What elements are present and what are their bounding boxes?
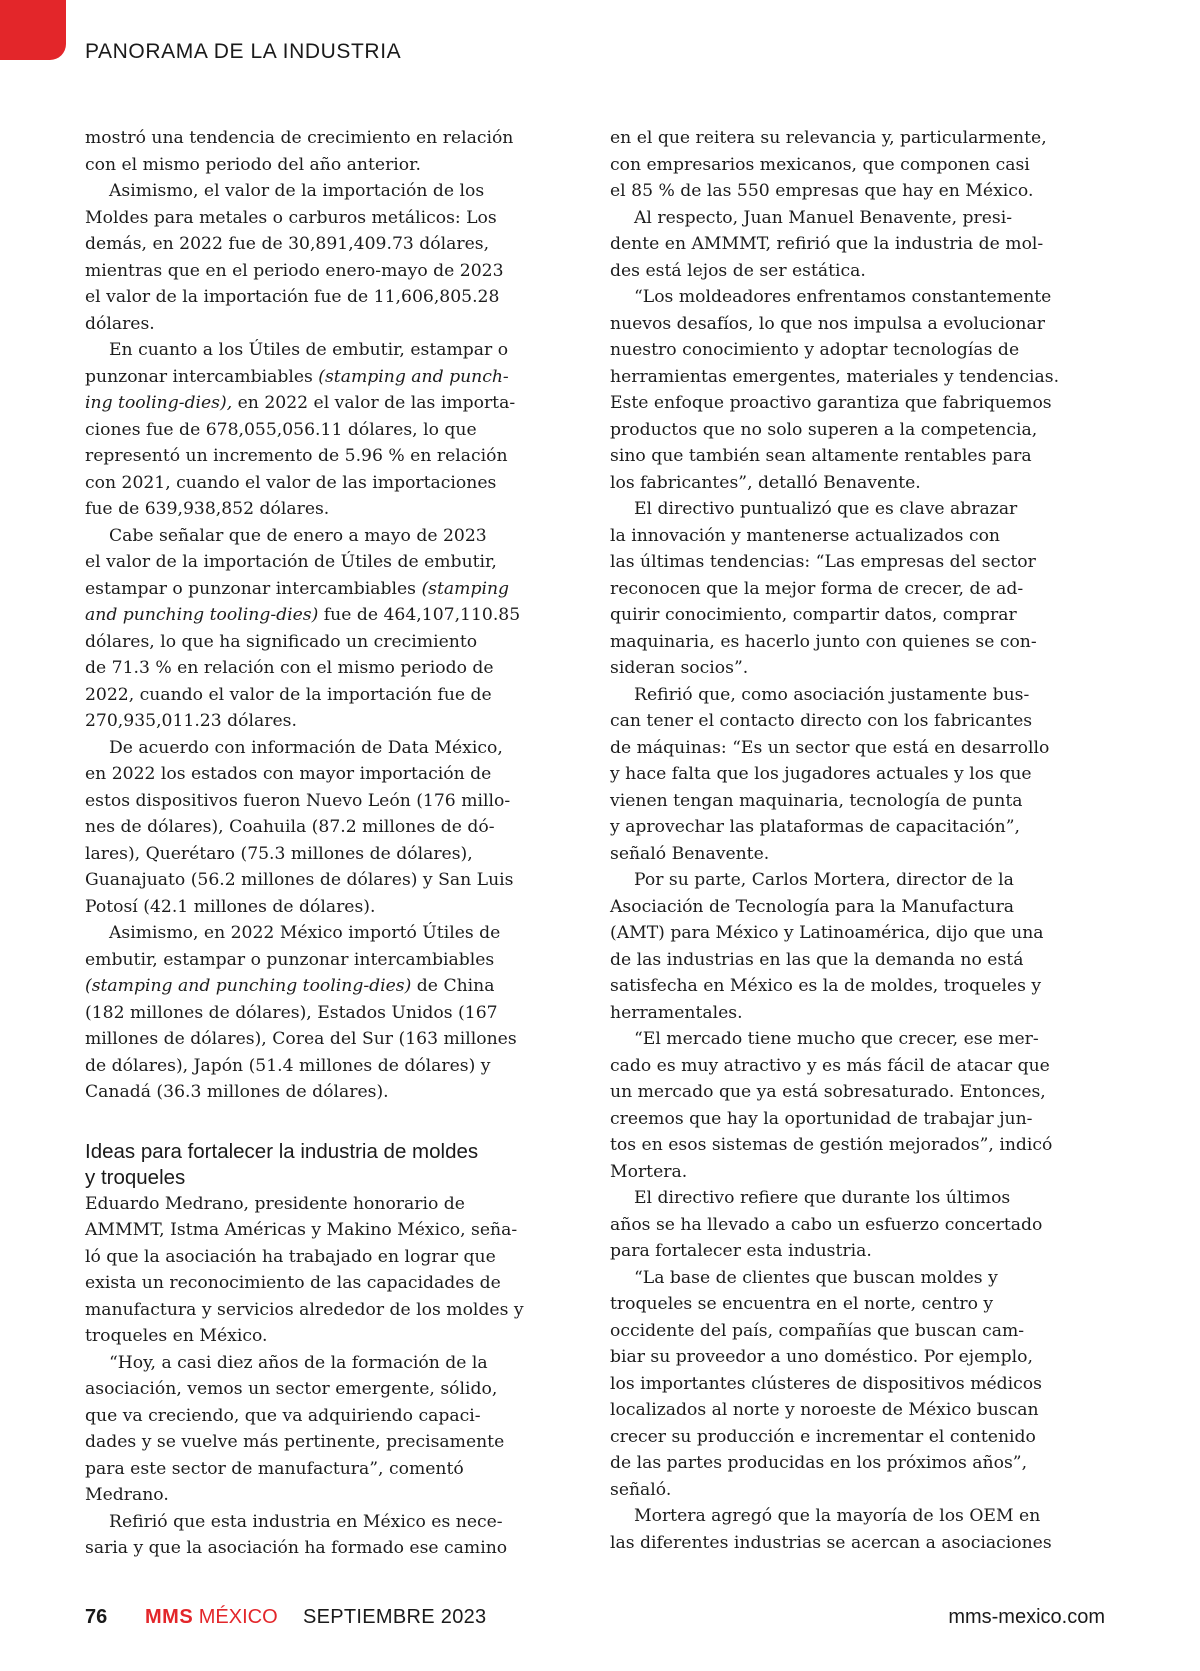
subheading (85, 1139, 565, 1191)
text-line: con 2021, cuando el valor de las importaciones (85, 472, 497, 493)
text-line: las diferentes industrias se acercan a asociaciones (610, 1532, 1052, 1553)
text-line: nuevos desafíos, lo que nos impulsa a evolucionar (610, 313, 1045, 334)
website-url: mms-mexico.com (948, 1606, 1105, 1628)
text-line: “Los moldeadores enfrentamos constantemente (634, 287, 1052, 307)
text-line: Refirió que esta industria en México es nece- (109, 1511, 503, 1532)
text-line: “La base de clientes que buscan moldes y (634, 1267, 998, 1288)
text-line: para este sector de manufactura”, comentó (85, 1458, 464, 1479)
text-line: Moldes para metales o carburos metálicos: Los (85, 207, 497, 228)
text-line: reconocen que la mejor forma de crecer, de ad- (610, 578, 1024, 599)
text-line: y hace falta que los jugadores actuales y los que (610, 764, 1032, 784)
text-line: señaló. (610, 1479, 672, 1500)
text-line: demás, en 2022 fue de 30,891,409.73 dólares, (85, 234, 490, 254)
text-line: de las partes producidas en los próximos años”, (610, 1453, 1028, 1473)
text-line: manufactura y servicios alrededor de los moldes y (85, 1299, 524, 1320)
text-line: herramientas emergentes, materiales y tendencias. (610, 366, 1060, 387)
text-line: nes de dólares), Coahuila (87.2 millones de dó- (85, 817, 495, 837)
text-line: (182 millones de dólares), Estados Unidos (167 (85, 1002, 498, 1023)
text-line: lares), Querétaro (75.3 millones de dólares), (85, 843, 473, 864)
text-line: Refirió que, como asociación justamente bus- (634, 684, 1030, 705)
text-line: en 2022 los estados con mayor importación de (85, 764, 492, 784)
text-line: dólares, lo que ha significado un crecimiento (85, 631, 478, 652)
text-line: 270,935,011.23 dólares. (85, 711, 297, 731)
issue-date: SEPTIEMBRE 2023 (303, 1606, 487, 1628)
text-line: des está lejos de ser estática. (610, 260, 866, 281)
text-line: punzonar intercambiables (stamping and punch- (85, 366, 509, 387)
text-line: saria y que la asociación ha formado ese camino (85, 1538, 508, 1558)
text-line: ciones fue de 678,055,056.11 dólares, lo que (85, 419, 477, 440)
text-line: Asociación de Tecnología para la Manufactura (610, 896, 1015, 917)
text-line: (stamping and punching tooling-dies) de China (85, 976, 495, 996)
text-line: estos dispositivos fueron Nuevo León (176 millo- (85, 790, 511, 811)
text-line: occidente del país, compañías que buscan cam- (610, 1320, 1025, 1341)
text-line: En cuanto a los Útiles de embutir, estampar o (109, 340, 509, 360)
text-line: productos que no solo superen a la competencia, (610, 419, 1038, 440)
text-line: can tener el contacto directo con los fabricantes (610, 711, 1033, 731)
text-line: representó un incremento de 5.96 % en relación (85, 446, 508, 466)
text-line: ing tooling-dies), en 2022 el valor de las importa- (85, 393, 516, 413)
text-line: un mercado que ya está sobresaturado. Entonces, (610, 1082, 1046, 1102)
text-line: Mortera agregó que la mayoría de los OEM en (634, 1506, 1041, 1526)
text-line: Cabe señalar que de enero a mayo de 2023 (109, 525, 487, 546)
text-line: años se ha llevado a cabo un esfuerzo concertado (610, 1214, 1043, 1235)
left-paragraphs-after-subhead (85, 1191, 565, 1562)
text-line: Guanajuato (56.2 millones de dólares) y San Luis (85, 870, 514, 890)
text-line: Este enfoque proactivo garantiza que fabriquemos (610, 393, 1052, 413)
right-paragraphs (610, 125, 1100, 1556)
text-line: Por su parte, Carlos Mortera, director de la (634, 870, 1014, 890)
text-line: troqueles se encuentra en el norte, centro y (610, 1294, 994, 1314)
text-line: vienen tengan maquinaria, tecnología de punta (610, 790, 1023, 811)
text-line: satisfecha en México es la de moldes, troqueles y (610, 976, 1042, 996)
text-line: crecer su producción e incrementar el contenido (610, 1426, 1036, 1447)
text-line: los fabricantes”, detalló Benavente. (610, 472, 921, 493)
text-line: sideran socios”. (610, 658, 749, 678)
text-line: Medrano. (85, 1485, 169, 1505)
text-line: que va creciendo, que va adquiriendo capaci- (85, 1405, 481, 1426)
text-line: dente en AMMMT, refirió que la industria de mol- (610, 234, 1044, 254)
text-line: el valor de la importación de Útiles de embutir, (85, 552, 497, 572)
text-line: Al respecto, Juan Manuel Benavente, presi- (634, 207, 1013, 228)
text-line: de dólares), Japón (51.4 millones de dólares) y (85, 1055, 491, 1076)
text-line: señaló Benavente. (610, 843, 770, 864)
section-color-tab (0, 0, 66, 60)
text-line: herramentales. (610, 1002, 743, 1023)
text-line: millones de dólares), Corea del Sur (163 millones (85, 1029, 517, 1049)
text-line: con el mismo periodo del año anterior. (85, 154, 421, 175)
text-line: dólares. (85, 313, 155, 334)
text-line: localizados al norte y noroeste de México buscan (610, 1400, 1039, 1420)
text-line: mientras que en el periodo enero-mayo de 2023 (85, 260, 504, 281)
text-line: Canadá (36.3 millones de dólares). (85, 1082, 389, 1102)
text-line: maquinaria, es hacerlo junto con quienes se con- (610, 631, 1037, 652)
text-line: cado es muy atractivo y es más fácil de atacar que (610, 1055, 1050, 1076)
text-line: “Hoy, a casi diez años de la formación de la (109, 1352, 488, 1373)
text-line: “El mercado tiene mucho que crecer, ese mer- (634, 1029, 1039, 1049)
text-line: embutir, estampar o punzonar intercambiables (85, 949, 495, 970)
text-line: troqueles en México. (85, 1326, 268, 1346)
text-line: Asimismo, el valor de la importación de los (109, 181, 485, 201)
text-line: el valor de la importación fue de 11,606,805.28 (85, 287, 500, 307)
text-line: Eduardo Medrano, presidente honorario de (85, 1193, 465, 1214)
text-line: and punching tooling-dies) fue de 464,107,110.85 (85, 605, 521, 625)
text-line: 2022, cuando el valor de la importación fue de (85, 684, 492, 705)
text-line: El directivo refiere que durante los últimos (634, 1188, 1011, 1208)
subheading-line: y troqueles (85, 1165, 186, 1189)
text-line: quirir conocimiento, compartir datos, comprar (610, 605, 1017, 625)
left-paragraphs (85, 125, 565, 1106)
text-line: el 85 % de las 550 empresas que hay en México. (610, 181, 1034, 201)
text-line: (AMT) para México y Latinoamérica, dijo que una (610, 923, 1044, 943)
text-line: Asimismo, en 2022 México importó Útiles de (109, 923, 501, 943)
article-column-left (85, 125, 565, 1562)
article-column-right (610, 125, 1100, 1556)
text-line: asociación, vemos un sector emergente, sólido, (85, 1379, 498, 1399)
text-line: en el que reitera su relevancia y, particularmente, (610, 128, 1047, 148)
text-line: Potosí (42.1 millones de dólares). (85, 896, 376, 917)
magazine-brand (145, 1606, 278, 1629)
brand-country: MÉXICO (198, 1606, 278, 1628)
text-line: estampar o punzonar intercambiables (stamping (85, 578, 510, 599)
text-line: con empresarios mexicanos, que componen casi (610, 154, 1030, 175)
text-line: creemos que hay la oportunidad de trabajar jun- (610, 1108, 1033, 1129)
text-line: tos en esos sistemas de gestión mejorados”, indicó (610, 1135, 1053, 1155)
text-line: de 71.3 % en relación con el mismo periodo de (85, 658, 494, 678)
text-line: ló que la asociación ha trabajado en lograr que (85, 1246, 496, 1267)
text-line: fue de 639,938,852 dólares. (85, 499, 330, 519)
text-line: las últimas tendencias: “Las empresas del sector (610, 552, 1036, 572)
text-line: Mortera. (610, 1161, 688, 1182)
text-line: los importantes clústeres de dispositivos médicos (610, 1373, 1042, 1394)
text-line: exista un reconocimiento de las capacidades de (85, 1273, 501, 1293)
text-line: AMMMT, Istma Américas y Makino México, seña- (85, 1220, 518, 1240)
brand-bold: MMS (145, 1606, 194, 1628)
text-line: dades y se vuelve más pertinente, precisamente (85, 1432, 505, 1452)
text-line: nuestro conocimiento y adoptar tecnologías de (610, 340, 1020, 360)
text-line: biar su proveedor a uno doméstico. Por ejemplo, (610, 1347, 1033, 1367)
text-line: sino que también sean altamente rentables para (610, 446, 1032, 466)
text-line: para fortalecer esta industria. (610, 1241, 872, 1261)
text-line: mostró una tendencia de crecimiento en relación (85, 128, 514, 148)
section-title: PANORAMA DE LA INDUSTRIA (85, 40, 402, 63)
text-line: De acuerdo con información de Data México, (109, 737, 503, 758)
subheading-line: Ideas para fortalecer la industria de moldes (85, 1139, 479, 1163)
page-footer (85, 1606, 1105, 1632)
text-line: de máquinas: “Es un sector que está en desarrollo (610, 737, 1050, 758)
text-line: la innovación y mantenerse actualizados con (610, 525, 1001, 546)
text-line: y aprovechar las plataformas de capacitación”, (610, 817, 1020, 837)
text-line: de las industrias en las que la demanda no está (610, 949, 1024, 970)
page-number: 76 (85, 1606, 108, 1628)
text-line: El directivo puntualizó que es clave abrazar (634, 499, 1018, 519)
